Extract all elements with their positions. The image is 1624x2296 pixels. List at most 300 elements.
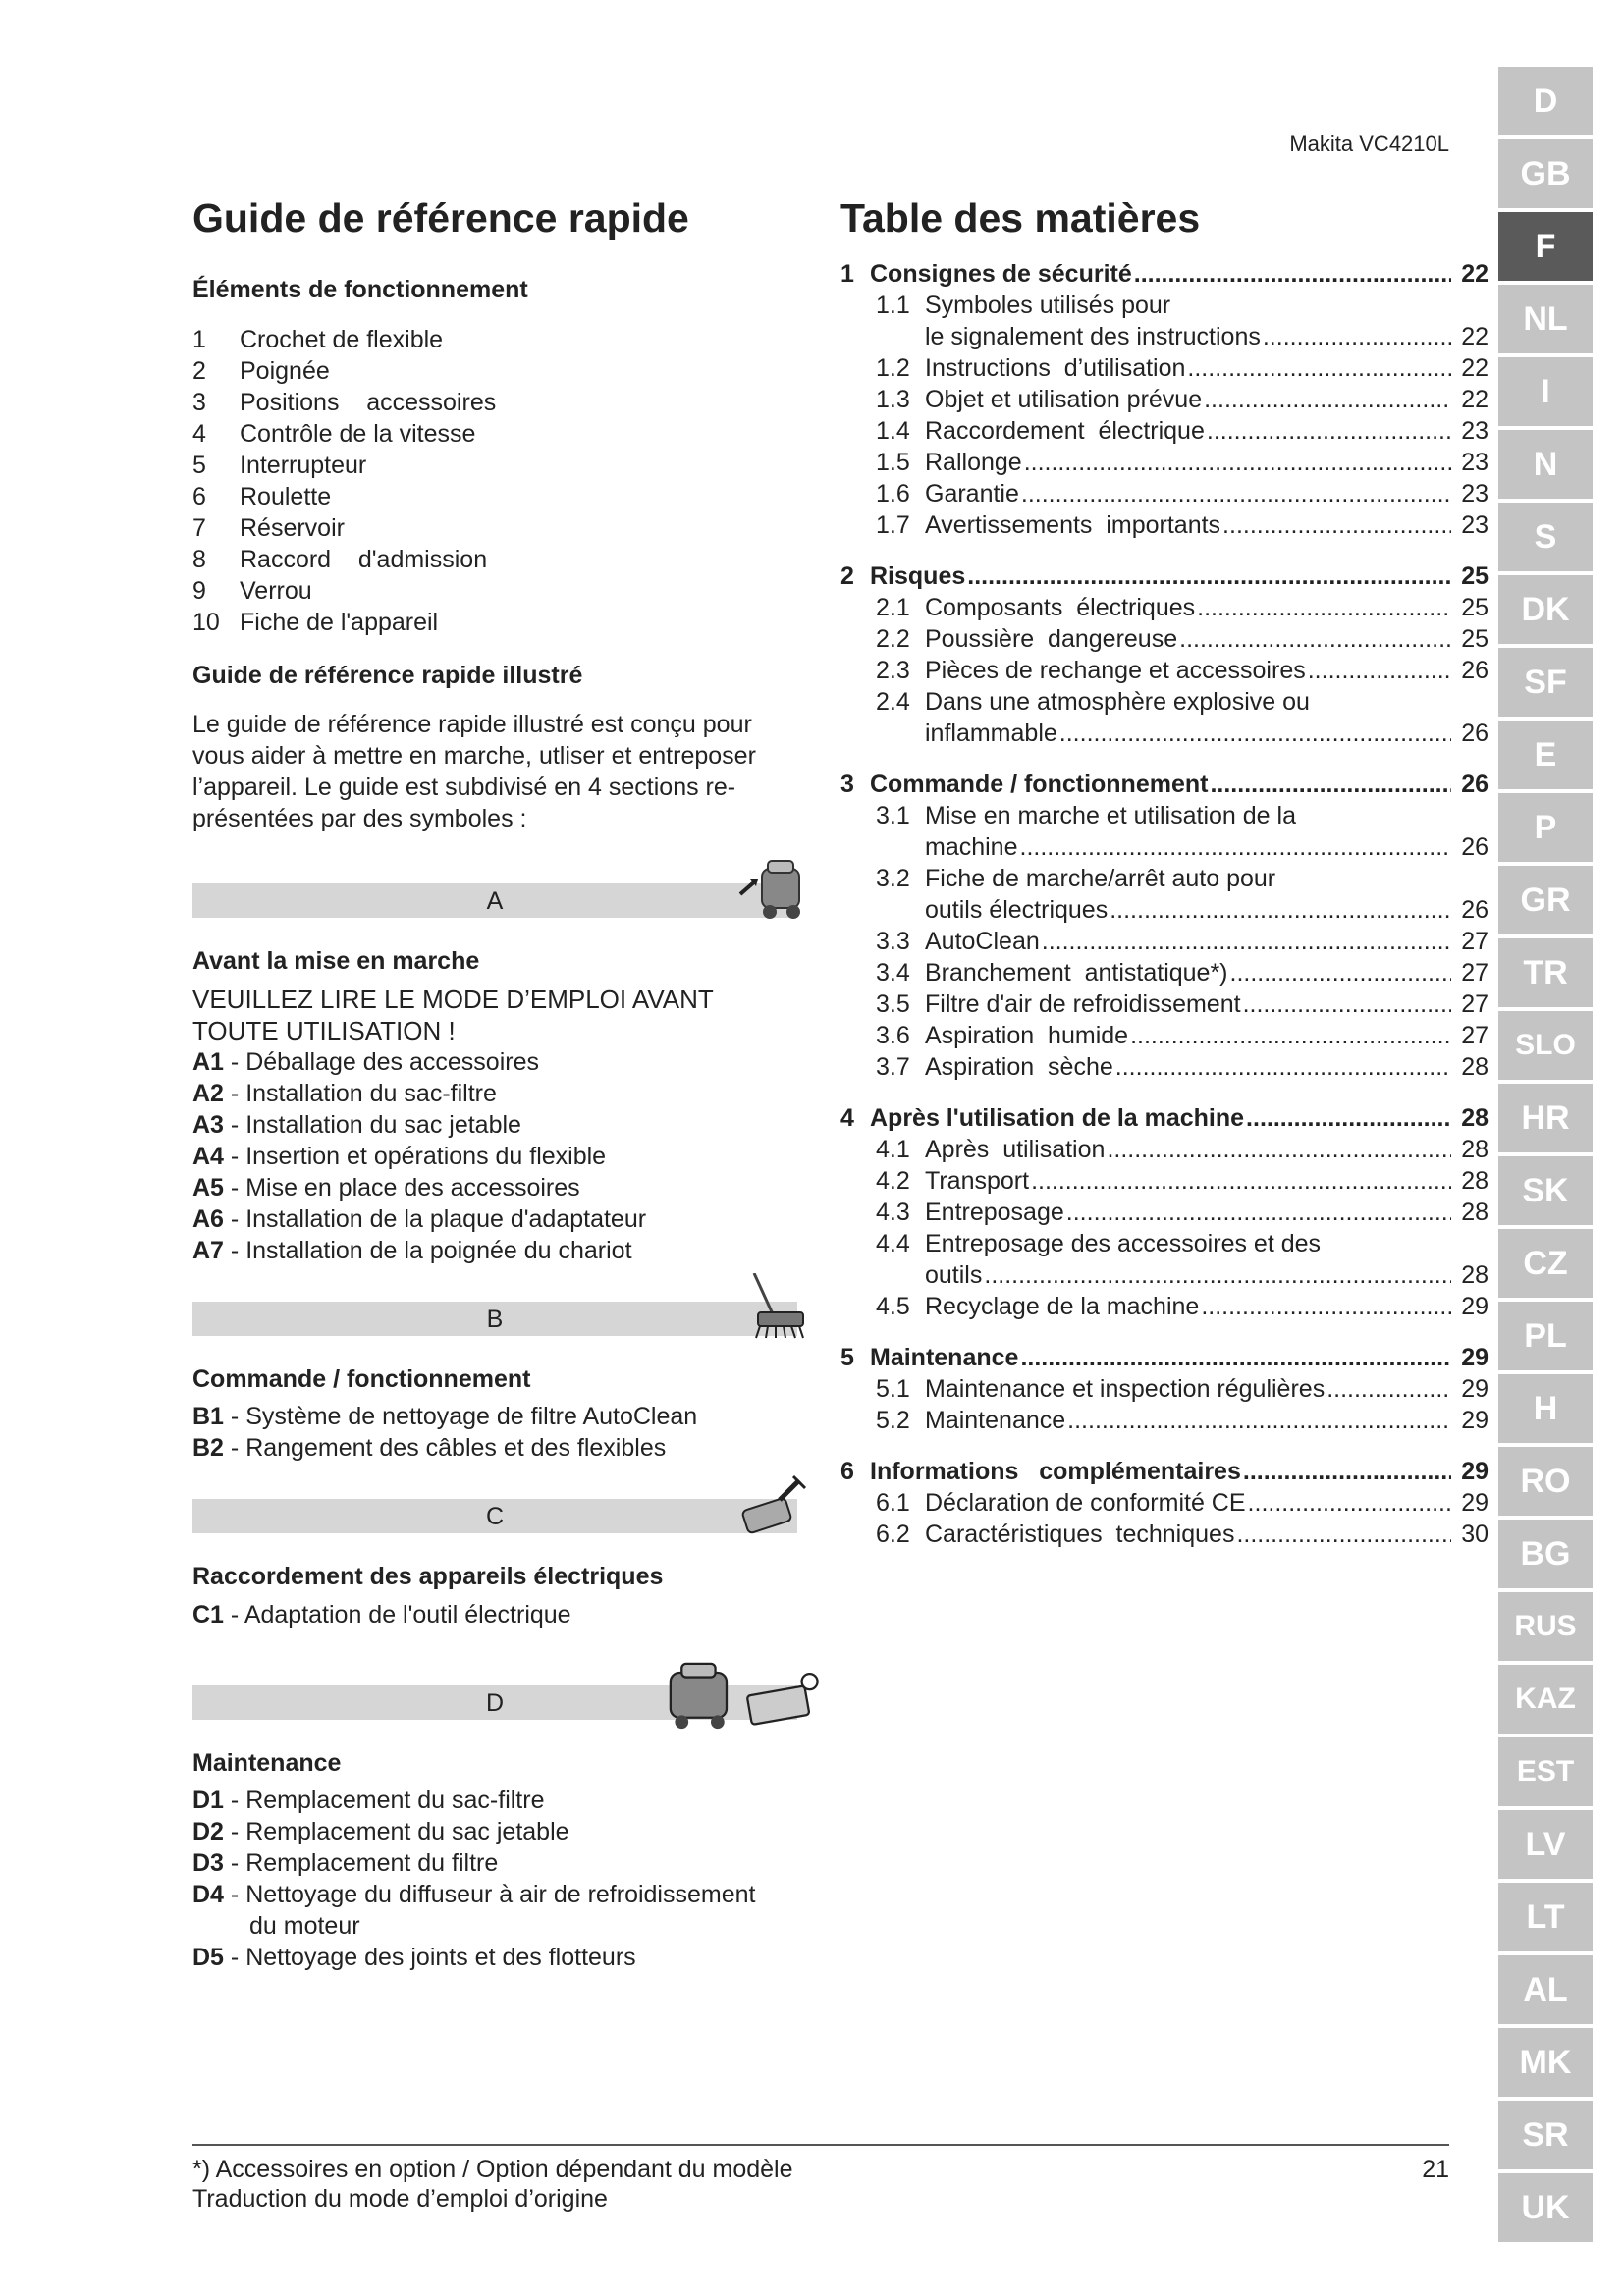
toc-dot-leader	[1243, 988, 1451, 1020]
toc-dot-leader	[1110, 894, 1451, 926]
footer-note: *) Accessoires en option / Option dépendant du modèle	[192, 2156, 793, 2183]
toc-entry-number: 4.2	[876, 1167, 910, 1196]
toc-entry-page: 22	[1461, 386, 1489, 414]
element-number: 2	[192, 356, 206, 385]
section-letter: C	[485, 1503, 505, 1531]
section-item	[192, 1942, 797, 1973]
section-bar-c	[192, 1499, 797, 1533]
toc-dot-leader	[1107, 1134, 1451, 1165]
toc-dot-leader	[1059, 718, 1451, 749]
toc-dot-leader	[1248, 1487, 1451, 1519]
element-number: 6	[192, 482, 206, 510]
toc-entry-title: Poussière dangereuse	[925, 625, 1178, 654]
element-label: Contrôle de la vitesse	[240, 419, 476, 448]
toc-entry-number: 3.5	[876, 990, 910, 1019]
section-heading: Maintenance	[192, 1748, 342, 1777]
element-number: 1	[192, 325, 206, 353]
language-tab-lt[interactable]: LT	[1498, 1883, 1593, 1951]
language-tab-tr[interactable]: TR	[1498, 938, 1593, 1007]
toc-entry-number: 4.3	[876, 1199, 910, 1227]
section-illustration-icon	[734, 1273, 813, 1342]
element-label: Interrupteur	[240, 451, 367, 479]
toc-entry-title: Aspiration sèche	[925, 1053, 1113, 1082]
toc-entry-number: 1.6	[876, 480, 910, 508]
toc-entry-title: AutoClean	[925, 928, 1040, 956]
language-tabs	[1498, 67, 1593, 2246]
element-number: 9	[192, 576, 206, 605]
item-code: B1	[192, 1403, 224, 1431]
language-tab-dk[interactable]: DK	[1498, 575, 1593, 644]
toc-dot-leader	[1067, 1405, 1451, 1436]
toc-dot-leader	[1197, 592, 1451, 623]
toc-section-title-line	[870, 258, 1453, 290]
toc-entry-title-continued: outils électriques	[925, 896, 1109, 925]
toc-entry-number: 1.1	[876, 292, 910, 320]
toc-entry-page: 27	[1461, 1022, 1489, 1050]
section-letter: A	[486, 887, 504, 916]
toc-entry-title-line	[925, 831, 1453, 863]
toc-entry	[840, 1291, 1489, 1322]
toc-dot-leader	[1222, 509, 1451, 541]
toc-entry-number: 2.2	[876, 625, 910, 654]
toc-entry-title-line	[925, 1405, 1453, 1436]
language-tab-e[interactable]: E	[1498, 721, 1593, 789]
language-tab-kaz[interactable]: KAZ	[1498, 1665, 1593, 1734]
section-item	[192, 1141, 797, 1172]
element-number: 7	[192, 513, 206, 542]
toc-entry-title-line	[925, 592, 1453, 623]
toc-entry-spacer	[840, 321, 925, 352]
language-tab-sk[interactable]: SK	[1498, 1156, 1593, 1225]
page-number: 21	[1422, 2156, 1449, 2183]
element-label: Raccord d'admission	[240, 545, 488, 573]
toc-entry-number: 3.4	[876, 959, 910, 988]
language-tab-p[interactable]: P	[1498, 793, 1593, 862]
toc-section-number: 6	[840, 1458, 854, 1486]
toc-dot-leader	[1021, 478, 1451, 509]
toc-entry-title-line	[925, 623, 1453, 655]
toc-entry-title-line	[925, 655, 1453, 686]
toc-entry-title: Dans une atmosphère explosive ou	[925, 688, 1310, 717]
element-item	[192, 324, 797, 355]
language-tab-est[interactable]: EST	[1498, 1737, 1593, 1806]
item-code: D2	[192, 1818, 224, 1846]
section-item	[192, 1078, 797, 1109]
item-text: - Installation de la poignée du chariot	[230, 1236, 632, 1264]
toc-section-page: 25	[1461, 562, 1489, 591]
toc-entry-page: 25	[1461, 594, 1489, 622]
toc-dot-leader	[1066, 1197, 1451, 1228]
guide-sections	[192, 883, 797, 1973]
language-tab-f[interactable]: F	[1498, 212, 1593, 281]
toc-entry-number: 3.6	[876, 1022, 910, 1050]
toc-entry	[840, 800, 1489, 831]
section-item	[192, 1203, 797, 1235]
language-tab-sr[interactable]: SR	[1498, 2101, 1593, 2169]
toc-entry-page: 26	[1461, 657, 1489, 685]
item-code: D1	[192, 1787, 224, 1815]
item-code: D3	[192, 1849, 224, 1878]
toc-entry	[840, 384, 1489, 415]
toc-dot-leader	[1243, 1456, 1451, 1487]
language-tab-mk[interactable]: MK	[1498, 2028, 1593, 2097]
toc-entry-page: 29	[1461, 1375, 1489, 1404]
toc-dot-leader	[1179, 623, 1451, 655]
toc-dot-leader	[984, 1259, 1451, 1291]
toc-section-title-line	[870, 1102, 1453, 1134]
toc-entry	[840, 1487, 1489, 1519]
toc-entry	[840, 1134, 1489, 1165]
toc-entry-title: Déclaration de conformité CE	[925, 1489, 1246, 1518]
toc-dot-leader	[1020, 831, 1452, 863]
language-tab-gb[interactable]: GB	[1498, 139, 1593, 208]
toc-section-title: Commande / fonctionnement	[870, 771, 1209, 799]
toc-entry-title-continued: machine	[925, 833, 1018, 862]
elements-heading: Éléments de fonctionnement	[192, 276, 528, 304]
section-heading: Raccordement des appareils électriques	[192, 1563, 664, 1591]
item-code: D4	[192, 1881, 224, 1909]
toc-section-page: 29	[1461, 1458, 1489, 1486]
toc-section	[840, 1102, 1489, 1134]
toc-dot-leader	[1031, 1165, 1451, 1197]
element-label: Roulette	[240, 482, 332, 510]
toc-entry	[840, 1228, 1489, 1259]
section-item-list	[192, 1785, 797, 1973]
toc-section-number: 4	[840, 1104, 854, 1133]
elements-list	[192, 324, 797, 638]
toc-entry-title-line	[925, 478, 1453, 509]
toc-dot-leader	[1236, 1519, 1451, 1550]
section-heading: Avant la mise en marche	[192, 947, 480, 976]
toc-entry-title-line	[925, 1373, 1453, 1405]
item-code: A1	[192, 1047, 224, 1076]
toc-section-page: 29	[1461, 1344, 1489, 1372]
section-item	[192, 1816, 797, 1847]
toc-entry-title-line	[925, 1519, 1453, 1550]
item-text: - Installation de la plaque d'adaptateur	[230, 1204, 647, 1233]
toc-entry-page: 23	[1461, 417, 1489, 446]
toc-entry	[840, 655, 1489, 686]
section-item	[192, 1785, 797, 1816]
toc-entry	[840, 686, 1489, 718]
toc-entry-page: 28	[1461, 1199, 1489, 1227]
toc-entry-title: Entreposage	[925, 1199, 1064, 1227]
item-text: - Mise en place des accessoires	[230, 1173, 580, 1201]
toc-entry-title: Objet et utilisation prévue	[925, 386, 1203, 414]
toc-entry-title: Rallonge	[925, 449, 1022, 477]
toc-section	[840, 561, 1489, 592]
toc-entry-continued	[840, 894, 1489, 926]
footer-divider	[192, 2144, 1449, 2146]
element-label: Verrou	[240, 576, 312, 605]
toc-entry-number: 3.2	[876, 865, 910, 893]
language-tab-al[interactable]: AL	[1498, 1955, 1593, 2024]
toc-title: Table des matières	[840, 195, 1201, 240]
toc-entry-title-line	[925, 894, 1453, 926]
toc-entry-page: 23	[1461, 511, 1489, 540]
toc-entry	[840, 1051, 1489, 1083]
toc-section-title-line	[870, 1456, 1453, 1487]
language-tab-d[interactable]: D	[1498, 67, 1593, 135]
toc-entry-title-line	[925, 957, 1453, 988]
toc-dot-leader	[1308, 655, 1451, 686]
toc-entry-title: Avertissements importants	[925, 511, 1221, 540]
toc-section-number: 5	[840, 1344, 854, 1372]
toc-entry-number: 1.4	[876, 417, 910, 446]
toc-entry-title-line	[925, 1134, 1453, 1165]
toc-section	[840, 769, 1489, 800]
toc-entry-title-line	[925, 988, 1453, 1020]
toc-entry	[840, 478, 1489, 509]
toc-entry-number: 4.5	[876, 1293, 910, 1321]
toc-section-title: Risques	[870, 562, 966, 591]
language-tab-lv[interactable]: LV	[1498, 1810, 1593, 1879]
language-tab-ro[interactable]: RO	[1498, 1447, 1593, 1516]
language-tab-s[interactable]: S	[1498, 503, 1593, 571]
toc-entry-title-line	[925, 1197, 1453, 1228]
toc-section-title-line	[870, 1342, 1453, 1373]
section-item	[192, 1109, 797, 1141]
section-heading: Commande / fonctionnement	[192, 1364, 531, 1393]
section-illustration-icon	[734, 855, 813, 924]
toc-entry	[840, 415, 1489, 447]
toc-section-title-line	[870, 561, 1453, 592]
section-bar-d	[192, 1685, 797, 1720]
section-item	[192, 1879, 797, 1910]
section-item	[192, 1432, 797, 1464]
item-code: A6	[192, 1204, 224, 1233]
table-of-contents	[840, 196, 1489, 1550]
toc-entry-number: 2.3	[876, 657, 910, 685]
toc-section-page: 28	[1461, 1104, 1489, 1133]
item-code: B2	[192, 1434, 224, 1463]
toc-entry-page: 27	[1461, 928, 1489, 956]
toc-entry-page: 29	[1461, 1489, 1489, 1518]
toc-entry-title: Composants électriques	[925, 594, 1196, 622]
toc-entry-continued	[840, 718, 1489, 749]
toc-entry-number: 5.2	[876, 1407, 910, 1435]
element-number: 8	[192, 545, 206, 573]
toc-entry-title-line	[925, 1020, 1453, 1051]
item-text: - Déballage des accessoires	[230, 1047, 539, 1076]
toc-entry	[840, 863, 1489, 894]
toc-entry	[840, 988, 1489, 1020]
toc-entry-title-continued: inflammable	[925, 720, 1057, 748]
toc-entry-continued	[840, 1259, 1489, 1291]
toc-entry-number: 6.1	[876, 1489, 910, 1518]
element-item	[192, 355, 797, 387]
toc-dot-leader	[1134, 258, 1451, 290]
element-item	[192, 450, 797, 481]
quick-guide-title: Guide de référence rapide	[192, 195, 689, 240]
section-illustration-icon	[734, 1470, 813, 1539]
language-tab-hr[interactable]: HR	[1498, 1084, 1593, 1152]
toc-entry-spacer	[840, 1259, 925, 1291]
toc-entry-spacer	[840, 718, 925, 749]
toc-entry-page: 28	[1461, 1053, 1489, 1082]
toc-entry-number: 6.2	[876, 1521, 910, 1549]
language-tab-slo[interactable]: SLO	[1498, 1011, 1593, 1080]
section-item	[192, 1847, 797, 1879]
toc-entry-title: Branchement antistatique*)	[925, 959, 1228, 988]
element-number: 10	[192, 608, 220, 636]
language-tab-bg[interactable]: BG	[1498, 1520, 1593, 1588]
item-text: - Remplacement du sac-filtre	[230, 1787, 545, 1815]
toc-entry	[840, 1373, 1489, 1405]
toc-entry-number: 4.4	[876, 1230, 910, 1258]
toc-entry-number: 5.1	[876, 1375, 910, 1404]
element-item	[192, 387, 797, 418]
toc-entry-number: 2.4	[876, 688, 910, 717]
element-label: Fiche de l'appareil	[240, 608, 439, 636]
item-text-continued: du moteur	[249, 1912, 360, 1941]
model-name: Makita VC4210L	[1289, 132, 1449, 156]
language-tab-nl[interactable]: NL	[1498, 285, 1593, 353]
toc-entry-title-line	[925, 1165, 1453, 1197]
toc-dot-leader	[1115, 1051, 1451, 1083]
toc-entry	[840, 957, 1489, 988]
toc-entry-title-line	[925, 926, 1453, 957]
element-label: Positions accessoires	[240, 388, 497, 416]
toc-dot-leader	[1204, 384, 1451, 415]
toc-entry-number: 1.5	[876, 449, 910, 477]
toc-section-title: Maintenance	[870, 1344, 1019, 1372]
toc-entry-title-line	[925, 509, 1453, 541]
toc-entry-title: Maintenance et inspection régulières	[925, 1375, 1326, 1404]
item-text: - Système de nettoyage de filtre AutoClean	[230, 1403, 698, 1431]
item-text: - Insertion et opérations du flexible	[230, 1142, 607, 1170]
toc-entry	[840, 1197, 1489, 1228]
toc-dot-leader	[1020, 1342, 1451, 1373]
element-number: 3	[192, 388, 206, 416]
section-item	[192, 1046, 797, 1078]
language-tab-h[interactable]: H	[1498, 1374, 1593, 1443]
toc-entry-title: Garantie	[925, 480, 1019, 508]
toc-entry	[840, 1519, 1489, 1550]
illustrated-guide-heading: Guide de référence rapide illustré	[192, 661, 583, 689]
language-tab-uk[interactable]: UK	[1498, 2173, 1593, 2242]
item-text: - Installation du sac-filtre	[230, 1079, 497, 1107]
toc-entry-title-line	[925, 1051, 1453, 1083]
toc-dot-leader	[1210, 769, 1451, 800]
toc-entry-title: Filtre d'air de refroidissement	[925, 990, 1241, 1019]
toc-dot-leader	[1201, 1291, 1451, 1322]
item-code: A5	[192, 1173, 224, 1201]
item-text: - Adaptation de l'outil électrique	[230, 1600, 571, 1629]
toc-entry-page: 26	[1461, 896, 1489, 925]
toc-entry	[840, 592, 1489, 623]
item-code: A2	[192, 1079, 224, 1107]
toc-entry-page: 27	[1461, 990, 1489, 1019]
toc-dot-leader	[1130, 1020, 1451, 1051]
toc-dot-leader	[1326, 1373, 1451, 1405]
toc-entry-page: 29	[1461, 1407, 1489, 1435]
toc-entry-number: 1.7	[876, 511, 910, 540]
toc-entry-title-line	[925, 718, 1453, 749]
language-tab-i[interactable]: I	[1498, 357, 1593, 426]
toc-entry-number: 3.1	[876, 802, 910, 830]
item-text: - Remplacement du filtre	[230, 1849, 499, 1878]
toc-section-number: 1	[840, 260, 854, 289]
toc-entry-page: 27	[1461, 959, 1489, 988]
toc-section-number: 2	[840, 562, 854, 591]
toc-entry-number: 3.7	[876, 1053, 910, 1082]
toc-dot-leader	[1042, 926, 1451, 957]
toc-entry	[840, 1405, 1489, 1436]
language-tab-pl[interactable]: PL	[1498, 1302, 1593, 1370]
toc-entry-page: 28	[1461, 1136, 1489, 1164]
language-tab-sf[interactable]: SF	[1498, 648, 1593, 717]
toc-entry-title: Recyclage de la machine	[925, 1293, 1200, 1321]
section-item	[192, 1235, 797, 1266]
toc-section-page: 22	[1461, 260, 1489, 289]
item-text: - Nettoyage des joints et des flotteurs	[230, 1944, 636, 1972]
element-item	[192, 607, 797, 638]
toc-entry	[840, 509, 1489, 541]
item-text: - Rangement des câbles et des flexibles	[230, 1434, 667, 1463]
toc-entry	[840, 352, 1489, 384]
toc-entry-page: 23	[1461, 449, 1489, 477]
toc-entry-continued	[840, 321, 1489, 352]
toc-entry-page: 30	[1461, 1521, 1489, 1549]
toc-entry-page: 29	[1461, 1293, 1489, 1321]
item-code: A4	[192, 1142, 224, 1170]
toc-entry-title-line	[925, 415, 1453, 447]
toc-section-number: 3	[840, 771, 854, 799]
toc-entry	[840, 623, 1489, 655]
element-item	[192, 481, 797, 512]
illustrated-guide-text: Le guide de référence rapide illustré est conçu pour vous aider à mettre en marche, utliser et entreposer l’appareil. Le guide est subdivisé en 4 sections re-présentées par des symboles :	[192, 711, 756, 833]
toc-entry	[840, 926, 1489, 957]
toc-entry-title: Maintenance	[925, 1407, 1066, 1435]
item-code: C1	[192, 1600, 224, 1629]
toc-entry-title-line	[925, 1259, 1453, 1291]
element-label: Réservoir	[240, 513, 345, 542]
section-item	[192, 1599, 797, 1630]
toc-section-title: Consignes de sécurité	[870, 260, 1132, 289]
section-item	[192, 1172, 797, 1203]
footer-translation: Traduction du mode d’emploi d’origine	[192, 2185, 608, 2213]
toc-entry-title-continued: le signalement des instructions	[925, 323, 1261, 351]
toc-entry-title: Transport	[925, 1167, 1030, 1196]
toc-section-title: Après l'utilisation de la machine	[870, 1104, 1245, 1133]
language-tab-n[interactable]: N	[1498, 430, 1593, 499]
element-label: Crochet de flexible	[240, 325, 444, 353]
toc-entry-title-line	[925, 321, 1453, 352]
element-number: 4	[192, 419, 206, 448]
section-item	[192, 1401, 797, 1432]
element-item	[192, 418, 797, 450]
toc-entry-page: 28	[1461, 1167, 1489, 1196]
toc-entry-page: 23	[1461, 480, 1489, 508]
toc-entry-spacer	[840, 894, 925, 926]
section-letter: D	[485, 1688, 505, 1717]
element-item	[192, 575, 797, 607]
item-text: - Installation du sac jetable	[230, 1110, 521, 1139]
toc-entry-title-line	[925, 352, 1453, 384]
toc-section	[840, 1456, 1489, 1487]
toc-entry-title: Symboles utilisés pour	[925, 292, 1171, 320]
language-tab-cz[interactable]: CZ	[1498, 1229, 1593, 1298]
toc-entry-number: 1.3	[876, 386, 910, 414]
language-tab-gr[interactable]: GR	[1498, 866, 1593, 934]
toc-section-page: 26	[1461, 771, 1489, 799]
language-tab-rus[interactable]: RUS	[1498, 1592, 1593, 1661]
toc-entry-title: Aspiration humide	[925, 1022, 1129, 1050]
element-item	[192, 544, 797, 575]
item-code: A7	[192, 1236, 224, 1264]
item-code: D5	[192, 1944, 224, 1972]
